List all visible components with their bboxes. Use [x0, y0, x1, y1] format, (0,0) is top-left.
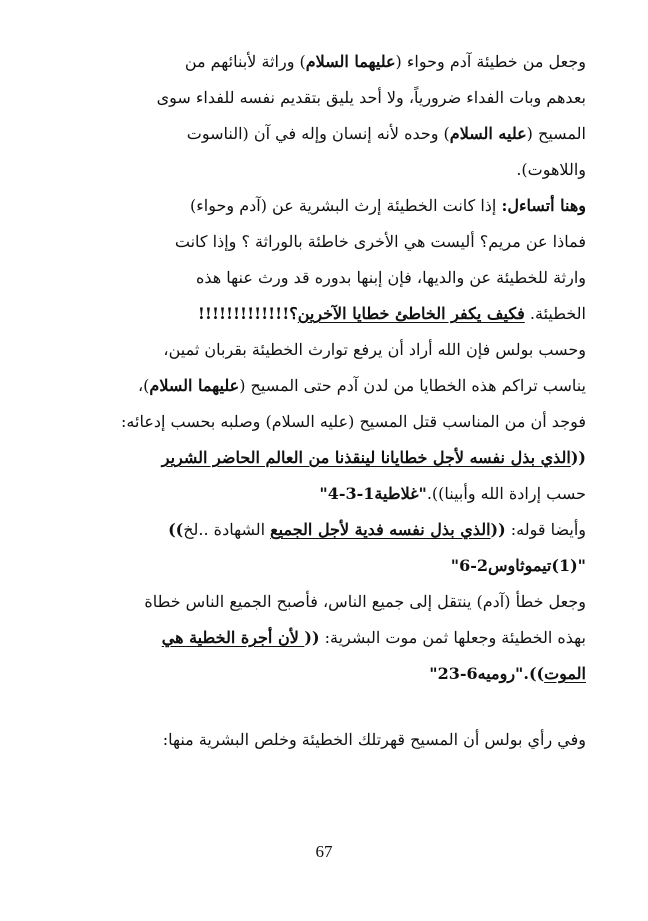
text-run: وحسب بولس فإن الله أراد أن يرفع توارث الخطيئة بقربان ثمين،: [163, 340, 586, 359]
text-line: [62, 80, 586, 116]
text-run: بهذه الخطيئة وجعلها ثمن موت البشرية:: [319, 628, 586, 647]
text-line: [62, 548, 586, 584]
text-run: إذا كانت الخطيئة إرث البشرية عن (آدم وحواء): [190, 196, 502, 215]
bold-emphasis: عليهما السلام: [149, 376, 240, 395]
text-line: [62, 440, 586, 476]
bold-emphasis: عليهما السلام: [305, 52, 396, 71]
text-run: الشهادة ..لخ: [183, 520, 271, 539]
text-run: وارثة للخطيئة عن والديها، فإن إبنها بدوره قد ورث عنها هذه: [195, 268, 586, 287]
text-line: [62, 188, 586, 224]
bold-emphasis: عليه السلام: [449, 124, 527, 143]
text-line: [62, 656, 586, 692]
text-run: فوجد أن من المناسب قتل المسيح (عليه السلام) وصلبه بحسب إدعائه:: [121, 412, 586, 431]
text-run: يناسب تراكم هذه الخطايا من لدن آدم حتى المسيح (: [239, 376, 586, 395]
text-line: [62, 584, 586, 620]
text-run: الخطيئة.: [524, 304, 586, 323]
text-run: وجعل خطأ (آدم) ينتقل إلى جميع الناس، فأصبح الجميع الناس خطاة: [144, 592, 586, 611]
text-run: وجعل من خطيئة آدم وحواء (: [395, 52, 586, 71]
text-run: المسيح (: [526, 124, 586, 143]
page-body-text: [62, 44, 586, 758]
text-run: فماذا عن مريم؟ أليست هي الأخرى خاطئة بالوراثة ؟ وإذا كانت: [174, 232, 586, 251]
bold-emphasis: ((: [570, 448, 586, 467]
text-line: [62, 296, 586, 332]
text-line: [62, 368, 586, 404]
underlined-emphasis: الذي بذل نفسه لأجل خطايانا لينقذنا من العالم الحاضر الشرير: [161, 448, 571, 467]
text-line: [62, 260, 586, 296]
text-run: حسب إرادة الله وأبينا)).: [426, 484, 586, 503]
bold-emphasis: ((: [304, 628, 320, 647]
text-line: [62, 116, 586, 152]
text-run: وأيضا قوله:: [505, 520, 586, 539]
text-run: بعدهم وبات الفداء ضرورياً، ولا أحد يليق بتقديم نفسه للفداء سوى: [156, 88, 586, 107]
text-line: [62, 620, 586, 656]
paragraph-spacer: [62, 692, 586, 722]
page-number: 67: [315, 842, 333, 861]
text-line: [62, 512, 586, 548]
text-line: [62, 332, 586, 368]
text-line: [62, 722, 586, 758]
text-line: [62, 152, 586, 188]
text-line: [62, 476, 586, 512]
text-line: [62, 224, 586, 260]
bold-emphasis: )): [168, 520, 184, 539]
bold-emphasis: وهنا أتساءل:: [501, 196, 586, 215]
bold-emphasis: ؟!!!!!!!!!!!!!: [197, 304, 298, 323]
text-line: [62, 44, 586, 80]
text-run: واللاهوت).: [516, 160, 586, 179]
text-run: )،: [138, 376, 150, 395]
underlined-emphasis: فكيف يكفر الخاطئ خطايا الآخرين: [297, 304, 525, 323]
text-run: وفي رأي بولس أن المسيح قهرتلك الخطيئة وخلص البشرية منها:: [162, 730, 586, 749]
underlined-emphasis: الموت: [544, 664, 586, 683]
bold-emphasis: )): [528, 664, 545, 683]
bold-emphasis: "(1)تيموثاوس2-6": [450, 556, 586, 575]
bold-emphasis: ((: [490, 520, 506, 539]
underlined-emphasis: لأن أجرة الخطية هي: [161, 628, 305, 647]
text-line: [62, 404, 586, 440]
underlined-emphasis: الذي بذل نفسه فدية لأجل الجميع: [270, 520, 491, 539]
bold-emphasis: ."روميه6-23": [429, 664, 529, 683]
text-run: ) وراثة لأبنائهم من: [184, 52, 306, 71]
bold-emphasis: "غلاطية1-3-4": [319, 484, 427, 503]
text-run: ) وحده لأنه إنسان وإله في آن (الناسوت: [186, 124, 450, 143]
